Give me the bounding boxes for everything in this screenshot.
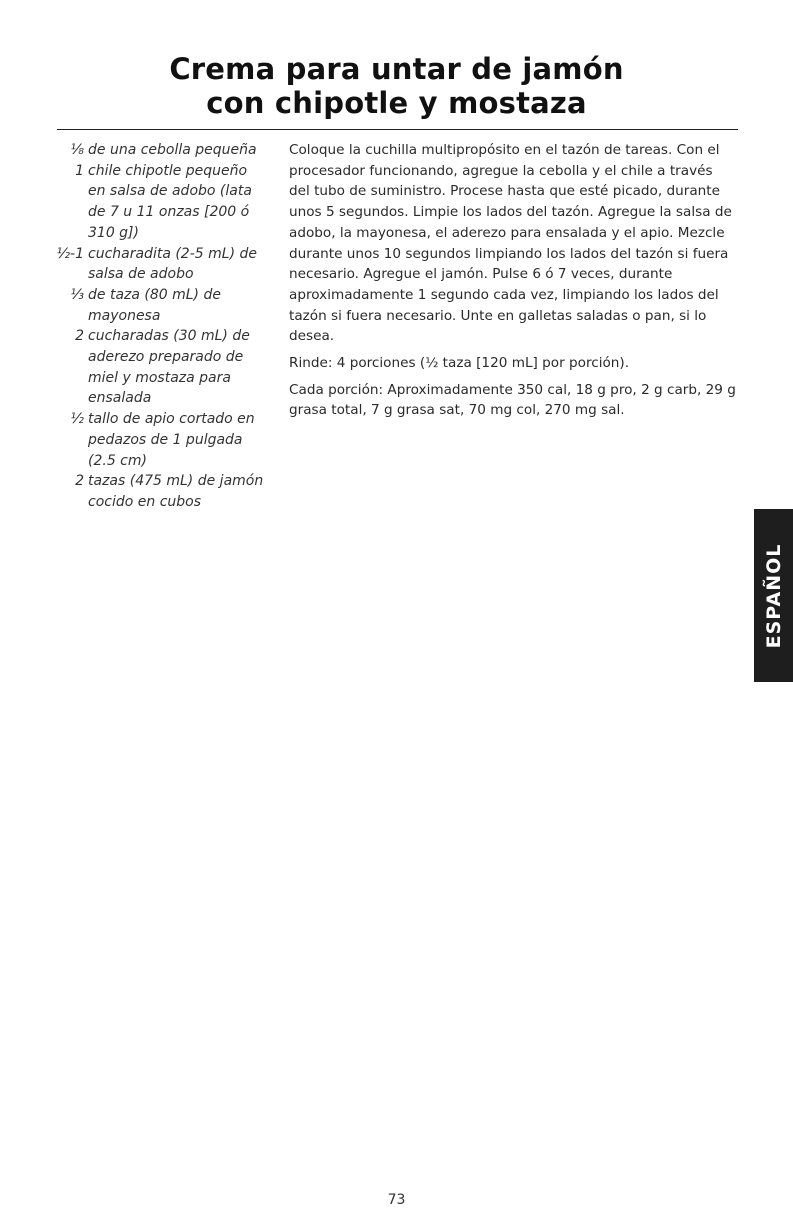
yield-paragraph: Rinde: 4 porciones (½ taza [120 mL] por porción). bbox=[289, 355, 630, 372]
ingredient-item bbox=[0, 409, 270, 471]
ingredient-item bbox=[0, 326, 270, 409]
ingredient-item bbox=[0, 244, 270, 285]
page-number: 73 bbox=[387, 1192, 406, 1208]
ingredient-text: chile chipotle pequeño en salsa de adobo (lata de 7 u 11 onzas [200 ó 310 g]) bbox=[88, 162, 252, 241]
recipe-title bbox=[0, 52, 793, 120]
ingredient-text: tallo de apio cortado en pedazos de 1 pulgada (2.5 cm) bbox=[88, 411, 255, 469]
ingredient-text: tazas (475 mL) de jamón cocido en cubos bbox=[88, 473, 264, 510]
ingredient-quantity: 2 bbox=[75, 473, 84, 490]
recipe-title-line-2: con chipotle y mostaza bbox=[206, 86, 587, 120]
instructions-paragraph: Coloque la cuchilla multipropósito en el tazón de tareas. Con el procesador funcionando, agregue la cebolla y el chile a través del tubo de suministro. Procese hasta que esté picado, durante unos 5 segundos. Limpie los lados del tazón. Agregue la salsa de adobo, la mayonesa, el aderezo para ensalada y el apio. Mezcle durante unos 10 segundos limpiando los lados del tazón si fuera necesario. Agregue el jamón. Pulse 6 ó 7 veces, durante aproximadamente 1 segundo cada vez, limpiando los lados del tazón si fuera necesario. Unte en galletas saladas o pan, si lo desea. bbox=[289, 142, 732, 345]
ingredient-quantity: ½ bbox=[70, 411, 84, 428]
ingredient-item bbox=[0, 161, 270, 244]
title-divider bbox=[57, 129, 738, 130]
ingredients-list bbox=[0, 140, 270, 513]
recipe-method bbox=[289, 140, 737, 427]
language-tab bbox=[754, 509, 793, 682]
recipe-title-line-1: Crema para untar de jamón bbox=[169, 52, 624, 86]
ingredient-text: de una cebolla pequeña bbox=[88, 142, 257, 158]
ingredient-item bbox=[0, 471, 270, 512]
language-tab-label: ESPAÑOL bbox=[762, 543, 785, 648]
ingredient-text: cucharadita (2-5 mL) de salsa de adobo bbox=[88, 245, 257, 283]
ingredient-item bbox=[0, 140, 270, 161]
ingredient-quantity: ⅛ bbox=[70, 142, 84, 158]
nutrition-paragraph: Cada porción: Aproximadamente 350 cal, 18 g pro, 2 g carb, 29 g grasa total, 7 g grasa sat, 70 mg col, 270 mg sal. bbox=[289, 381, 736, 419]
ingredient-item bbox=[0, 285, 270, 326]
ingredient-quantity: 2 bbox=[75, 328, 84, 345]
ingredient-text: cucharadas (30 mL) de aderezo preparado de miel y mostaza para ensalada bbox=[88, 328, 250, 407]
ingredient-text: de taza (80 mL) de mayonesa bbox=[88, 286, 221, 324]
ingredient-quantity: ⅓ bbox=[70, 286, 84, 303]
ingredient-quantity: ½-1 bbox=[56, 245, 84, 262]
ingredient-quantity: 1 bbox=[75, 162, 84, 179]
